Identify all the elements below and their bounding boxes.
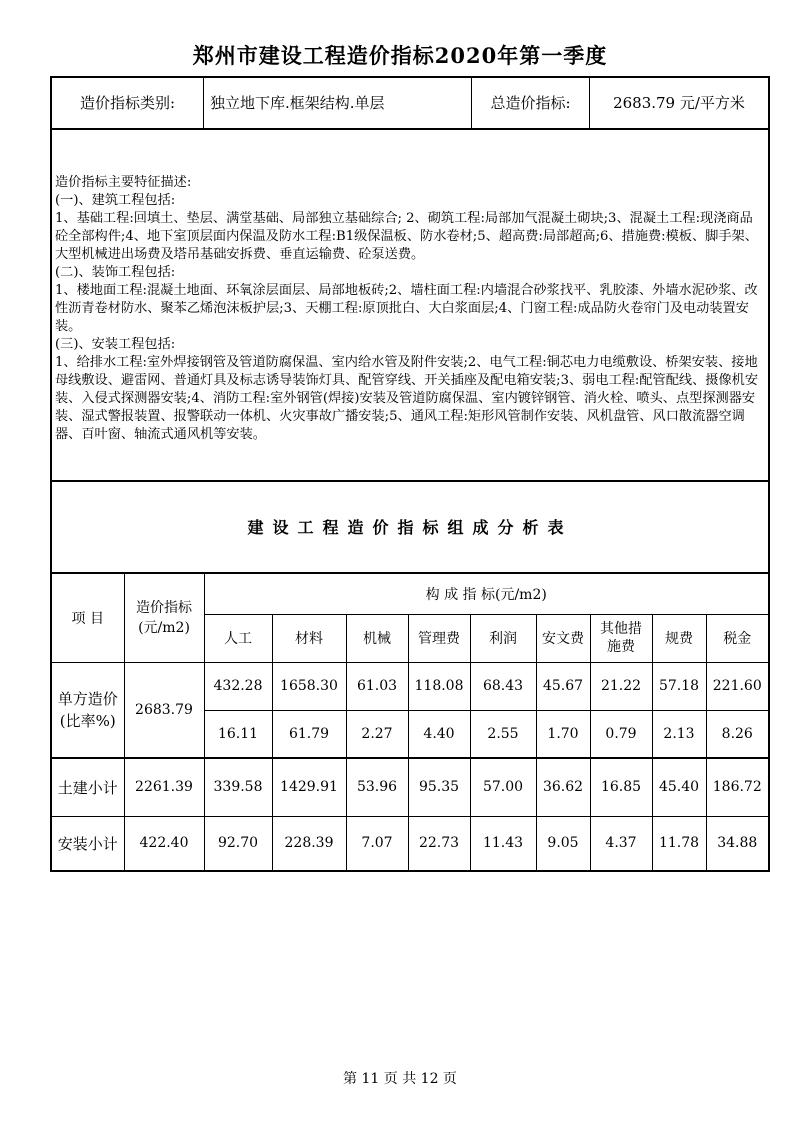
unit-cost-value: 432.28 — [204, 662, 272, 710]
summary-row — [52, 78, 768, 130]
install-value: 92.70 — [204, 816, 272, 870]
unit-cost-ratio: 0.79 — [590, 710, 652, 758]
install-value: 7.07 — [346, 816, 408, 870]
total-value: 2683.79 元/平方米 — [613, 94, 745, 112]
install-value: 34.88 — [706, 816, 768, 870]
unit-cost-value: 45.67 — [536, 662, 590, 710]
desc-heading: 造价指标主要特征描述: — [55, 175, 192, 190]
unit-cost-ratio: 2.13 — [652, 710, 706, 758]
desc-decoration-items: 1、楼地面工程:混凝土地面、环氧涂层面层、局部地板砖;2、墙柱面工程:内墙混合砂浆找平、乳胶漆、外墙水泥砂浆、改性沥青卷材防水、聚苯乙烯泡沫板护层;3、天棚工程:原顶批白、大白浆面层;4、门窗工程:成品防火卷帘门及电动装置安装。 — [55, 283, 758, 334]
unit-cost-ratio: 1.70 — [536, 710, 590, 758]
civil-value: 95.35 — [408, 758, 470, 816]
unit-cost-value: 68.43 — [470, 662, 536, 710]
install-value: 22.73 — [408, 816, 470, 870]
desc-section-install: (三)、安装工程包括: — [55, 337, 176, 352]
component-header: 管理费 — [408, 614, 470, 662]
row-label-civil: 土建小计 — [52, 758, 124, 816]
civil-value: 186.72 — [706, 758, 768, 816]
component-header: 人工 — [204, 614, 272, 662]
analysis-table-title: 建设工程造价指标组成分析表 — [52, 482, 768, 574]
civil-value: 339.58 — [204, 758, 272, 816]
unit-cost-index: 2683.79 — [124, 662, 204, 758]
civil-value: 53.96 — [346, 758, 408, 816]
install-value: 4.37 — [590, 816, 652, 870]
civil-value: 36.62 — [536, 758, 590, 816]
unit-cost-ratio: 2.55 — [470, 710, 536, 758]
install-index: 422.40 — [124, 816, 204, 870]
desc-section-decoration: (二)、装饰工程包括: — [55, 265, 176, 280]
unit-cost-ratio: 8.26 — [706, 710, 768, 758]
unit-cost-value: 1658.30 — [272, 662, 346, 710]
category-value: 独立地下库.框架结构.单层 — [204, 78, 472, 128]
component-header: 规费 — [652, 614, 706, 662]
desc-civil-items: 1、基础工程:回填土、垫层、满堂基础、局部独立基础综合; 2、砌筑工程:局部加气混凝土砌块;3、混凝土工程:现浇商品砼全部构件;4、地下室顶层面内保温及防水工程:B1级保温板、防水卷材;5、超高费:局部超高;6、措施费:模板、脚手架、大型机械进出场费及塔吊基础安拆费、垂直运输费、砼泵送费。 — [55, 211, 758, 262]
component-header: 安文费 — [536, 614, 590, 662]
unit-cost-value: 221.60 — [706, 662, 768, 710]
col-index-header: 造价指标(元/m2) — [124, 574, 204, 662]
unit-cost-ratio: 16.11 — [204, 710, 272, 758]
page-number: 第 11 页 共 12 页 — [343, 1071, 457, 1087]
component-header: 材料 — [272, 614, 346, 662]
desc-install-items: 1、给排水工程:室外焊接钢管及管道防腐保温、室内给水管及附件安装;2、电气工程:铜芯电力电缆敷设、桥架安装、接地母线敷设、避雷网、普通灯具及标志诱导装饰灯具、配管穿线、开关插座及配电箱安装;3、弱电工程:配管配线、摄像机安装、入侵式探测器安装;4、消防工程:室外钢管(焊接)安装及管道防腐保温、室内镀锌钢管、消火栓、喷头、点型探测器安装、湿式警报装置、报警联动一体机、火灾事故广播安装;5、通风工程:矩形风管制作安装、风机盘管、风口散流器空调器、百叶窗、轴流式通风机等安装。 — [55, 355, 759, 442]
composition-table — [52, 574, 768, 870]
row-label-install: 安装小计 — [52, 816, 124, 870]
install-value: 228.39 — [272, 816, 346, 870]
civil-value: 57.00 — [470, 758, 536, 816]
install-value: 11.43 — [470, 816, 536, 870]
page-title: 郑州市建设工程造价指标2020年第一季度 — [192, 43, 608, 68]
install-value: 9.05 — [536, 816, 590, 870]
unit-cost-value: 118.08 — [408, 662, 470, 710]
unit-cost-value: 21.22 — [590, 662, 652, 710]
component-header: 利润 — [470, 614, 536, 662]
col-item-header: 项 目 — [52, 574, 124, 662]
feature-description — [52, 130, 768, 482]
component-header: 其他措施费 — [590, 614, 652, 662]
composition-header: 构 成 指 标(元/m2) — [204, 574, 768, 614]
desc-section-civil: (一)、建筑工程包括: — [55, 193, 176, 208]
unit-cost-ratio: 4.40 — [408, 710, 470, 758]
total-label: 总造价指标: — [472, 78, 590, 128]
unit-cost-ratio: 61.79 — [272, 710, 346, 758]
unit-cost-value: 61.03 — [346, 662, 408, 710]
component-header: 机械 — [346, 614, 408, 662]
row-label-unit-cost: 单方造价(比率%) — [52, 662, 124, 758]
civil-value: 16.85 — [590, 758, 652, 816]
civil-index: 2261.39 — [124, 758, 204, 816]
component-header: 税金 — [706, 614, 768, 662]
unit-cost-value: 57.18 — [652, 662, 706, 710]
index-sheet — [50, 76, 770, 872]
category-label: 造价指标类别: — [52, 78, 204, 128]
civil-value: 45.40 — [652, 758, 706, 816]
unit-cost-ratio: 2.27 — [346, 710, 408, 758]
install-value: 11.78 — [652, 816, 706, 870]
civil-value: 1429.91 — [272, 758, 346, 816]
